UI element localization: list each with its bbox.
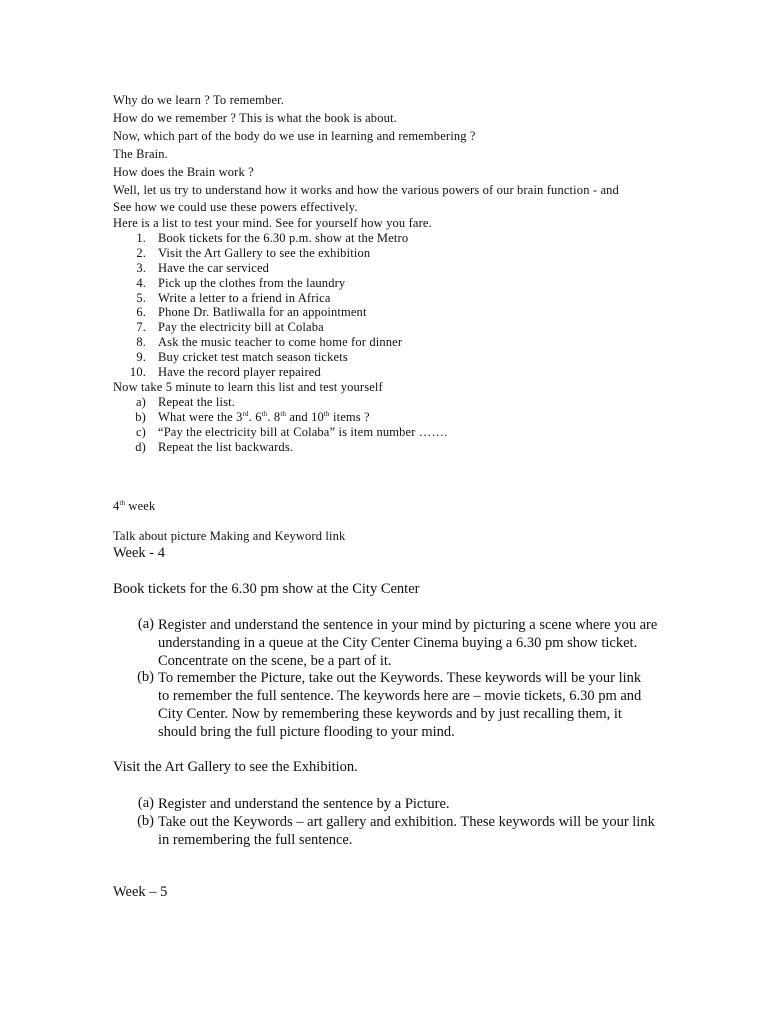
test-intro: Now take 5 minute to learn this list and test yourself (113, 380, 383, 394)
list-number: 7. (136, 320, 146, 334)
week-4-heading: Week - 4 (113, 545, 165, 561)
test-item-b-text: What were the 3 (158, 410, 243, 424)
list-item: Have the record player repaired (158, 365, 321, 379)
step-label-a2: (a) (137, 795, 154, 811)
list-number: 10. (129, 365, 146, 379)
week-label: week (125, 499, 156, 513)
intro-line-5: How does the Brain work ? (113, 165, 254, 179)
intro-line-7: See how we could use these powers effectively. (113, 200, 358, 214)
list-number: 2. (136, 246, 146, 260)
step-a-text: Register and understand the sentence in your mind by picturing a scene where you are understanding in a queue at the City Center Cinema buying a 6.30 pm show ticket. Concentrate on the scene, be a part of it. (158, 617, 658, 669)
test-item-b (158, 410, 370, 425)
list-item: Buy cricket test match season tickets (158, 350, 348, 364)
intro-line-3: Now, which part of the body do we use in learning and remembering ? (113, 129, 476, 143)
list-number: 3. (136, 261, 146, 275)
intro-line-6: Well, let us try to understand how it works and how the various powers of our brain function - and (113, 183, 619, 197)
list-item: Book tickets for the 6.30 p.m. show at the Metro (158, 231, 409, 245)
step-label-b2: (b) (137, 813, 154, 829)
list-item: Pay the electricity bill at Colaba (158, 320, 324, 334)
list-item: Pick up the clothes from the laundry (158, 276, 346, 290)
intro-line-1: Why do we learn ? To remember. (113, 93, 285, 107)
step-a2-text: Register and understand the sentence by a Picture. (158, 796, 450, 812)
step-b-text: To remember the Picture, take out the Keywords. These keywords will be your link to remember the full sentence. The keywords here are – movie tickets, 6.30 pm and City Center. Now by remembering these keywords and by just recalling them, it should bring the full picture flooding to your mind. (158, 670, 642, 740)
list-number: 5. (136, 291, 146, 305)
week-4-small-heading (113, 499, 155, 514)
test-item-c: “Pay the electricity bill at Colaba” is item number ……. (158, 425, 448, 439)
sentence-1: Book tickets for the 6.30 pm show at the City Center (113, 581, 420, 597)
step-b2-text: Take out the Keywords – art gallery and exhibition. These keywords will be your link in remembering the full sentence. (158, 814, 655, 848)
superscript: th (261, 409, 268, 418)
list-item: Ask the music teacher to come home for dinner (158, 335, 403, 349)
test-item-a: Repeat the list. (158, 395, 236, 409)
test-item-d: Repeat the list backwards. (158, 440, 294, 454)
step-label-b: (b) (137, 669, 154, 685)
list-item: Phone Dr. Batliwalla for an appointment (158, 305, 367, 319)
test-label-d: d) (135, 440, 146, 454)
week-number: 4 (113, 499, 120, 513)
test-label-c: c) (135, 425, 146, 439)
list-number: 1. (136, 231, 146, 245)
talk-line: Talk about picture Making and Keyword link (113, 529, 346, 543)
sentence-2: Visit the Art Gallery to see the Exhibition. (113, 759, 358, 775)
list-number: 4. (136, 276, 146, 290)
superscript: th (119, 498, 126, 507)
test-item-b-text: . 8 (267, 410, 281, 424)
superscript: th (323, 409, 330, 418)
intro-line-4: The Brain. (113, 147, 168, 161)
intro-line-2: How do we remember ? This is what the book is about. (113, 111, 397, 125)
list-number: 9. (136, 350, 146, 364)
list-number: 6. (136, 305, 146, 319)
list-number: 8. (136, 335, 146, 349)
test-item-b-text: and 10 (286, 410, 324, 424)
list-item: Write a letter to a friend in Africa (158, 291, 331, 305)
test-item-b-text: . 6 (248, 410, 262, 424)
superscript: th (280, 409, 287, 418)
test-label-b: b) (135, 410, 146, 424)
test-item-b-text: items ? (329, 410, 370, 424)
week-5-heading: Week – 5 (113, 884, 168, 900)
list-item: Visit the Art Gallery to see the exhibition (158, 246, 371, 260)
superscript: rd (242, 409, 249, 418)
step-label-a: (a) (137, 616, 154, 632)
intro-line-8: Here is a list to test your mind. See for yourself how you fare. (113, 216, 432, 230)
test-label-a: a) (135, 395, 146, 409)
list-item: Have the car serviced (158, 261, 270, 275)
